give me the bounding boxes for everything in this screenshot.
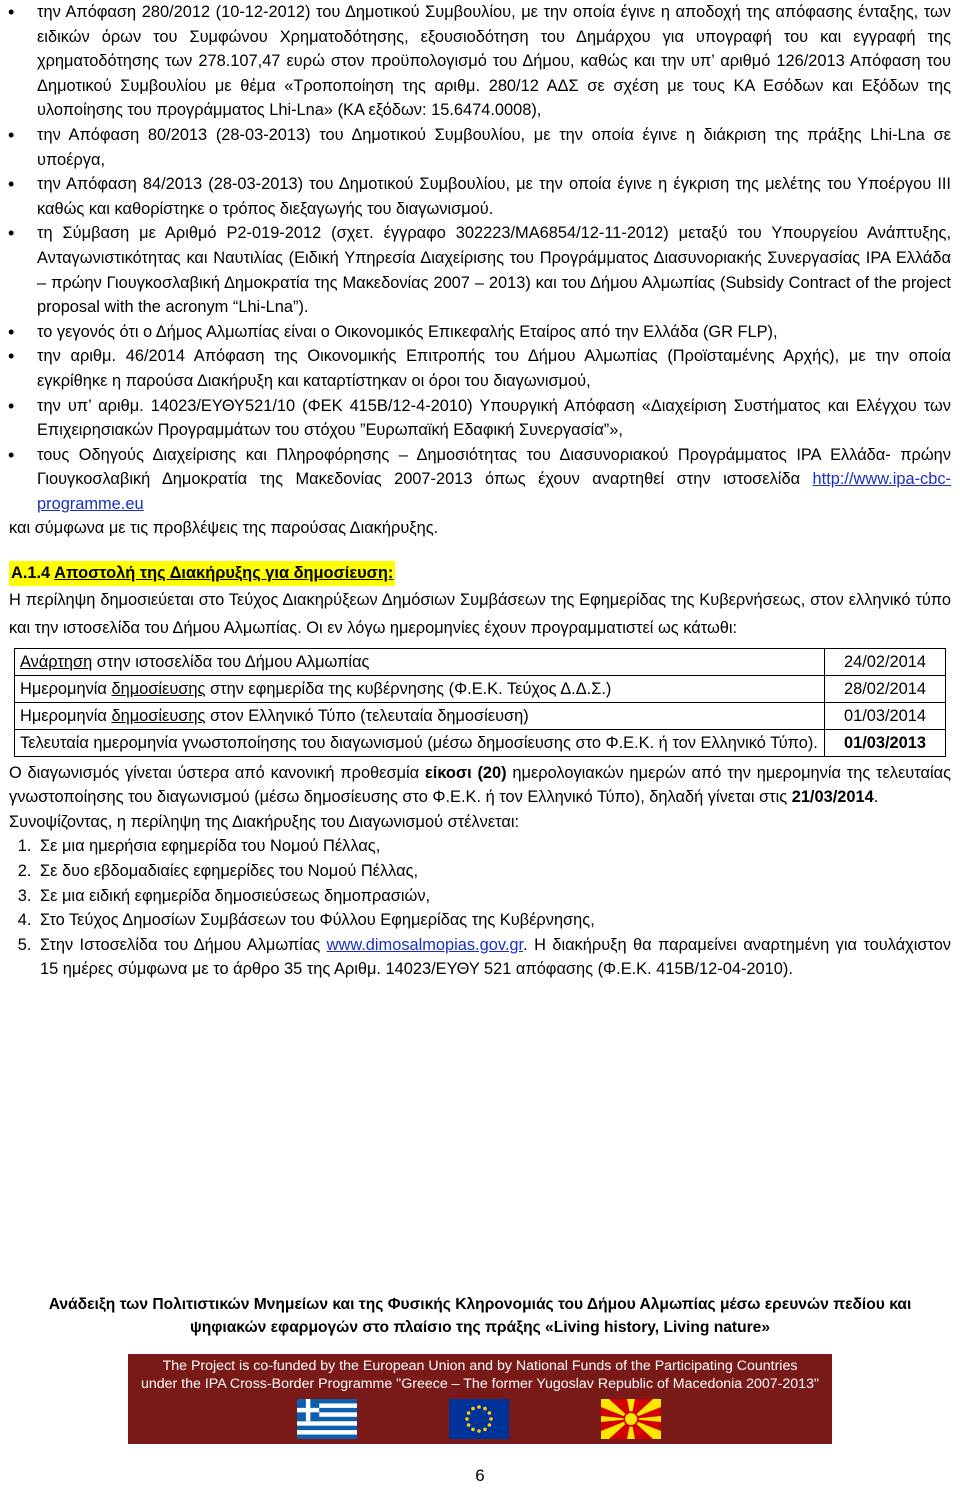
schedule-date: 28/02/2014	[825, 675, 946, 702]
deadline-paragraph	[9, 761, 951, 810]
summary-item5-pre: Στην Ιστοσελίδα του Δήμου Αλμωπίας	[40, 935, 327, 954]
deadline-text-c: ημερολογιακών ημερών από την ημερομηνία της τελευταίας γνωστοποίησης του διαγωνισμού (μέσω δημοσίευσης στο Φ.Ε.Κ. ή τον Ελληνικό Τύπο), δηλαδή γίνεται στις	[9, 763, 951, 807]
bullet-decision-280: • την Απόφαση 280/2012 (10-12-2012) του Δημοτικού Συμβουλίου, με την οποία έγινε η αποδοχή της απόφασης ένταξης, των ειδικών όρων του Συμφώνου Χρηματοδότησης, εξουσιοδότηση του Δημάρχου για υπογραφή του και εγγραφή της χρηματοδότησης των 278.107,47 ευρώ στον προϋπολογισμό του Δήμου, καθώς και την υπ’ αριθμό 126/2013 Απόφαση του Δημοτικού Συμβουλίου με θέμα «Τροποποίηση της αριθμ. 280/12 ΑΔΣ σε σχέση με τους ΚΑ Εσόδων και Εξόδων της υλοποίησης του προγράμματος Lhi-Lna» (ΚΑ εξόδων: 15.6474.0008),	[9, 0, 951, 123]
summary-item5-post: . Η διακήρυξη θα παραμείνει αναρτημένη για τουλάχιστον 15 ημέρες σύμφωνα με το άρθρο 35 της Αριθμ. 14023/ΕΥΘΥ 521 απόφασης (Φ.Ε.Κ. 415Β/12-04-2010).	[40, 935, 952, 979]
schedule-row	[15, 648, 946, 675]
banner-line-2: under the IPA Cross-Border Programme "Greece – The former Yugoslav Republic of Macedonia 2007-2013"	[140, 1376, 820, 1392]
summary-intro: Συνοψίζοντας, η περίληψη της Διακήρυξης του Διαγωνισμού στέλνεται:	[9, 812, 520, 831]
banner-text	[128, 1354, 832, 1393]
schedule-date: 24/02/2014	[825, 648, 946, 675]
bullet-flp: • το γεγονός ότι ο Δήμος Αλμωπίας είναι ο Οικονομικός Επικεφαλής Εταίρος από την Ελλάδα (GR FLP),	[9, 320, 951, 345]
summary-item: 3. Σε μια ειδική εφημερίδα δημοσιεύσεως δημοπρασιών,	[36, 884, 951, 909]
section-heading	[9, 561, 395, 586]
schedule-event: Τελευταία ημερομηνία γνωστοποίησης του διαγωνισμού (μέσω δημοσίευσης στο Φ.Ε.Κ. ή τον Ελληνικό Τύπο).	[15, 729, 825, 756]
schedule-row	[15, 702, 946, 729]
summary-item: 4. Στο Τεύχος Δημοσίων Συμβάσεων του Φύλλου Εφημερίδας της Κυβέρνησης,	[36, 908, 951, 933]
programme-link[interactable]: http://www.ipa-cbc-programme.eu	[37, 470, 951, 513]
bullet-ministerial-decision: • την υπ’ αριθμ. 14023/ΕΥΘΥ521/10 (ΦΕΚ 415Β/12-4-2010) Υπουργική Απόφαση «Διαχείριση Συστήματος και Ελέγχου των Επιχειρησιακών Προγραμμάτων του στόχου ”Ευρωπαϊκή Εδαφική Συνεργασία”»,	[9, 394, 951, 443]
greece-flag-icon	[296, 1399, 358, 1439]
schedule-date: 01/03/2013	[825, 729, 946, 756]
deadline-date: 21/03/2014	[791, 788, 874, 807]
page-number: 6	[475, 1466, 485, 1485]
summary-list	[9, 834, 951, 982]
footer-project-title: Ανάδειξη των Πολιτιστικών Μνημείων και της Φυσικής Κληρονομιάς του Δήμου Αλμωπίας μέσω ερευνών πεδίου και ψηφιακών εφαρμογών στο πλαίσιο της πράξης «Living history, Living nature»	[48, 1296, 912, 1336]
summary-item: 1. Σε μια ημερήσια εφημερίδα του Νομού Πέλλας,	[36, 834, 951, 859]
body-text	[9, 0, 951, 982]
schedule-event: Ανάρτηση στην ιστοσελίδα του Δήμου Αλμωπίας	[15, 648, 825, 675]
north-macedonia-flag-icon	[600, 1399, 662, 1439]
section-number: Α.1.4	[11, 564, 51, 583]
deadline-text-e: .	[873, 788, 879, 807]
bullet-contract: • τη Σύμβαση με Αριθμό P2-019-2012 (σχετ. έγγραφο 302223/ΜΑ6854/12-11-2012) μεταξύ του Υπουργείου Ανάπτυξης, Ανταγωνιστικότητας και Ναυτιλίας (Ειδική Υπηρεσία Διαχείρισης του Προγράμματος Διασυνοριακής Συνεργασίας IPA Ελλάδα – πρώην Γιουγκοσλαβική Δημοκρατία της Μακεδονίας 2007 – 2013) και του Δήμου Αλμωπίας (Subsidy Contract of the project proposal with the acronym “Lhi-Lna”).	[9, 221, 951, 319]
schedule-row	[15, 675, 946, 702]
section-title: Αποστολή της Διακήρυξης για δημοσίευση:	[54, 564, 394, 583]
bullet-guides-text: τους Οδηγούς Διαχείρισης και Πληροφόρησης – Δημοσιότητας του Διασυνοριακού Προγράμματος IPA Ελλάδα- πρώην Γιουγκοσλαβική Δημοκρατία της Μακεδονίας 2007-2013 όπως έχουν αναρτηθεί στην ιστοσελίδα	[37, 445, 951, 489]
bullet-guides	[9, 443, 951, 517]
closing-line: και σύμφωνα με τις προβλέψεις της παρούσας Διακήρυξης.	[9, 519, 439, 538]
summary-item: 2. Σε δυο εβδομαδιαίες εφημερίδες του Νομού Πέλλας,	[36, 859, 951, 884]
summary-item	[36, 933, 951, 982]
bullet-decision-84: • την Απόφαση 84/2013 (28-03-2013) του Δημοτικού Συμβουλίου, με την οποία έγινε η έγκριση της μελέτης του Υποέργου ΙΙΙ καθώς και καθορίστηκε ο τρόπος διεξαγωγής του διαγωνισμού.	[9, 172, 951, 221]
schedule-event: Ημερομηνία δημοσίευσης στην εφημερίδα της κυβέρνησης (Φ.Ε.Κ. Τεύχος Δ.Δ.Σ.)	[15, 675, 825, 702]
flags-row	[296, 1399, 662, 1441]
schedule-row	[15, 729, 946, 756]
eu-flag-icon	[448, 1399, 510, 1439]
deadline-days: είκοσι (20)	[424, 763, 507, 782]
section-intro: Η περίληψη δημοσιεύεται στο Τεύχος Διακηρύξεων Δημόσιων Συμβάσεων της Εφημερίδας της Κυβερνήσεως, στον ελληνικό τύπο και την ιστοσελίδα του Δήμου Αλμωπίας. Οι εν λόγω ημερομηνίες έχουν προγραμματιστεί ως κάτωθι:	[9, 590, 951, 637]
schedule-event: Ημερομηνία δημοσίευσης στον Ελληνικό Τύπο (τελευταία δημοσίευση)	[15, 702, 825, 729]
bullet-decision-46: • την αριθμ. 46/2014 Απόφαση της Οικονομικής Επιτροπής του Δήμου Αλμωπίας (Προϊσταμένης Αρχής), με την οποία εγκρίθηκε η παρούσα Διακήρυξη και καταρτίστηκαν οι όροι του διαγωνισμού,	[9, 344, 951, 393]
deadline-text-a: Ο διαγωνισμός γίνεται ύστερα από κανονική προθεσμία	[9, 763, 425, 782]
schedule-table	[14, 648, 946, 757]
bullet-decision-80: • την Απόφαση 80/2013 (28-03-2013) του Δημοτικού Συμβουλίου, με την οποία έγινε η διάκριση της πράξης Lhi-Lna σε υποέργα,	[9, 123, 951, 172]
banner-line-1: The Project is co-funded by the European Union and by National Funds of the Participating Countries	[162, 1358, 798, 1374]
municipality-link[interactable]: www.dimosalmopias.gov.gr	[326, 935, 524, 954]
schedule-date: 01/03/2014	[825, 702, 946, 729]
